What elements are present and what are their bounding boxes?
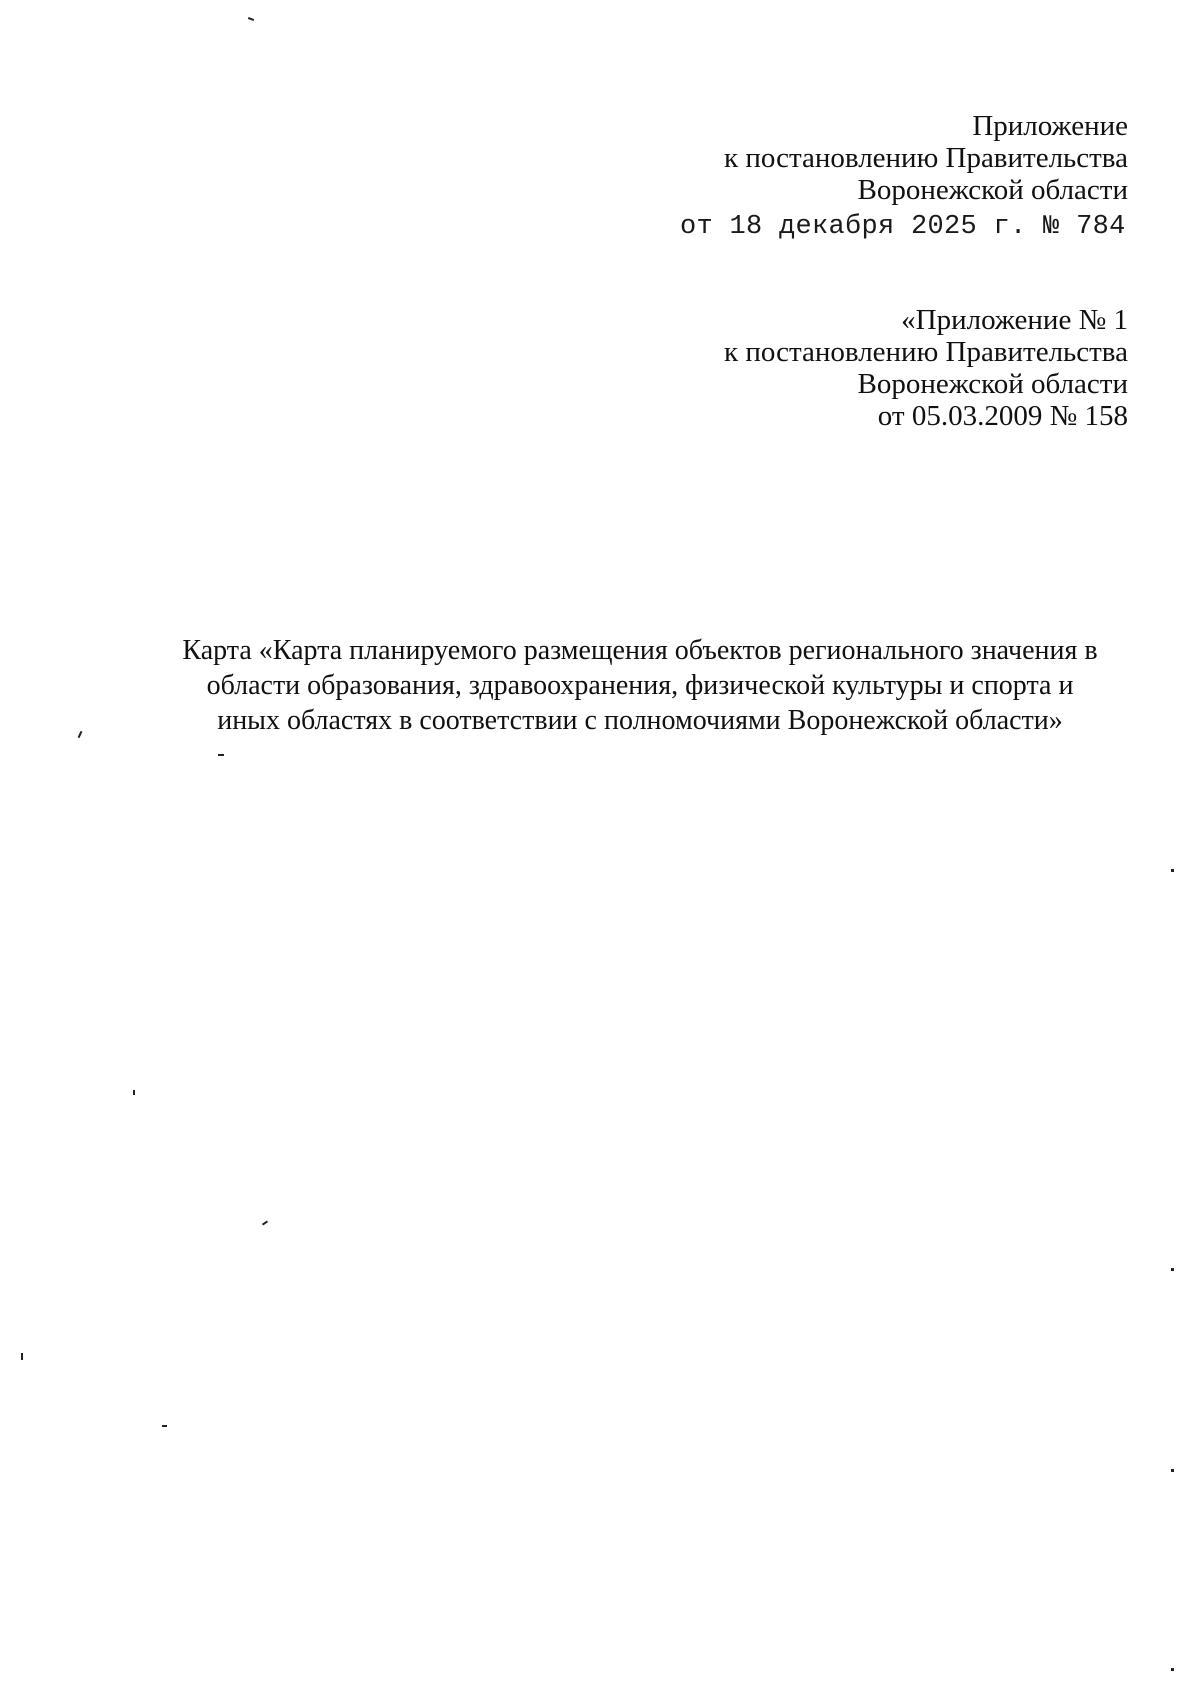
scan-speck [1171,869,1174,872]
attachment-title: Приложение [972,110,1128,142]
scan-speck [218,754,224,756]
map-title-line-1: Карта «Карта планируемого размещения объектов регионального значения в [182,635,1098,666]
attachment-resolution-line: к постановлению Правительства [724,142,1128,174]
scan-speck [248,17,254,21]
attachment-header [368,110,1128,206]
original-resolution-line: к постановлению Правительства [724,336,1128,368]
original-date-line: от 05.03.2009 № 158 [877,400,1128,432]
attachment-region-line: Воронежской области [857,174,1128,206]
original-attachment-header [368,304,1128,432]
scan-speck [1171,1469,1174,1472]
scan-speck [133,1090,135,1095]
registration-stamp: от 18 декабря 2025 г. № 784 [680,212,1126,242]
original-region-line: Воронежской области [857,368,1128,400]
scan-speck [162,1425,167,1427]
map-title-line-3: иных областях в соответствии с полномочиями Воронежской области» [217,705,1063,736]
scan-speck [78,731,83,738]
scan-speck [1171,1268,1174,1271]
map-title-line-2: области образования, здравоохранения, физической культуры и спорта и [206,670,1074,701]
scan-speck [1171,1668,1174,1671]
original-attachment-title: «Приложение № 1 [901,304,1128,336]
scan-speck [262,1220,268,1225]
map-title [150,633,1130,738]
scan-speck [21,1353,23,1360]
